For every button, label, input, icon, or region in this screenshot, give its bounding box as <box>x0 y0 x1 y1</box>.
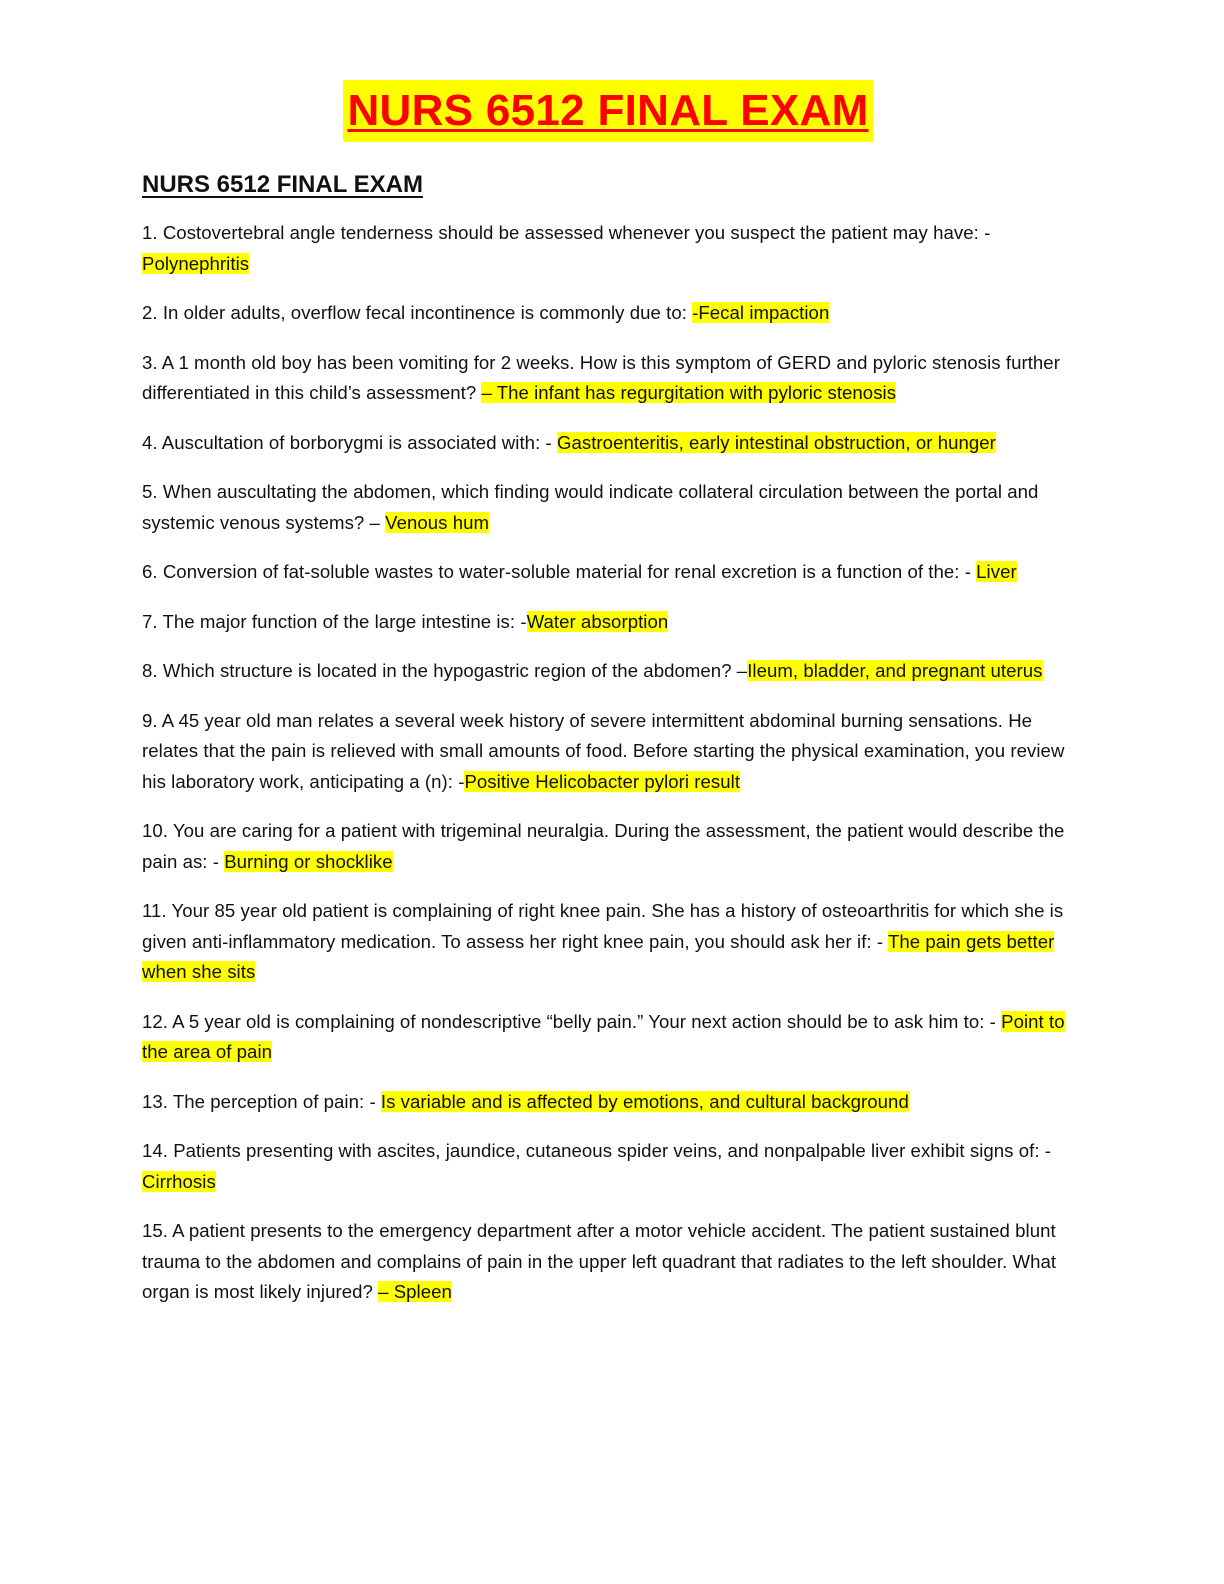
answer-highlight: Ileum, bladder, and pregnant uterus <box>747 660 1043 681</box>
main-title: NURS 6512 FINAL EXAM <box>343 80 872 142</box>
answer-highlight: Polynephritis <box>142 252 250 274</box>
question-item <box>142 656 1074 687</box>
question-item <box>142 1087 1074 1118</box>
question-item <box>142 706 1074 798</box>
question-text: 7. The major function of the large intestine is: - <box>142 610 527 632</box>
answer-highlight: -Fecal impaction <box>692 302 830 323</box>
answer-highlight: Point to the area of pain <box>142 1010 1065 1062</box>
question-item <box>142 816 1074 877</box>
question-text: 9. A 45 year old man relates a several week history of severe intermittent abdominal burning sensations. He relates that the pain is relieved with small amounts of food. Before starting the physical examination, you review his laboratory work, anticipating a (n): - <box>142 709 1065 792</box>
question-item <box>142 1007 1074 1068</box>
question-text: 2. In older adults, overflow fecal incontinence is commonly due to: <box>142 302 693 323</box>
question-item <box>142 218 1074 279</box>
question-text: 6. Conversion of fat-soluble wastes to water-soluble material for renal excretion is a function of the: - <box>142 561 977 582</box>
question-text: 11. Your 85 year old patient is complaining of right knee pain. She has a history of osteoarthritis for which she is given anti-inflammatory medication. To assess her right knee pain, you should ask her if: - <box>142 900 1064 952</box>
question-item <box>142 298 1074 329</box>
question-item <box>142 1216 1074 1308</box>
question-item <box>142 607 1074 638</box>
question-text: 8. Which structure is located in the hypogastric region of the abdomen? – <box>142 660 748 681</box>
question-list <box>142 218 1074 1308</box>
sub-title: NURS 6512 FINAL EXAM <box>142 171 423 198</box>
answer-highlight: Water absorption <box>526 610 669 632</box>
answer-highlight: The pain gets better when she sits <box>142 930 1055 982</box>
answer-highlight: Positive Helicobacter pylori result <box>464 770 741 792</box>
question-item <box>142 557 1074 588</box>
answer-highlight: Is variable and is affected by emotions, and cultural background <box>380 1090 909 1112</box>
question-text: 5. When auscultating the abdomen, which finding would indicate collateral circulation between the portal and systemic venous systems? – <box>142 481 1039 533</box>
answer-highlight: Cirrhosis <box>142 1170 216 1192</box>
question-text: 1. Costovertebral angle tenderness should be assessed whenever you suspect the patient may have: - <box>142 222 991 243</box>
question-text: 13. The perception of pain: - <box>142 1090 381 1112</box>
answer-highlight: Gastroenteritis, early intestinal obstruction, or hunger <box>556 431 996 453</box>
question-text: 3. A 1 month old boy has been vomiting for 2 weeks. How is this symptom of GERD and pyloric stenosis further differentiated in this child’s assessment? <box>142 351 1060 403</box>
question-text: 10. You are caring for a patient with trigeminal neuralgia. During the assessment, the patient would describe the pain as: - <box>142 820 1065 872</box>
question-text: 4. Auscultation of borborygmi is associated with: - <box>142 431 557 453</box>
main-title-container <box>142 80 1074 148</box>
question-item <box>142 348 1074 409</box>
answer-highlight: – The infant has regurgitation with pyloric stenosis <box>481 382 897 403</box>
question-item <box>142 428 1074 459</box>
question-item <box>142 1136 1074 1197</box>
answer-highlight: Venous hum <box>385 511 490 533</box>
question-text: 12. A 5 year old is complaining of nondescriptive “belly pain.” Your next action should be to ask him to: - <box>142 1010 1002 1032</box>
question-text: 15. A patient presents to the emergency department after a motor vehicle accident. The patient sustained blunt trauma to the abdomen and complains of pain in the upper left quadrant that radiates to the left shoulder. What organ is most likely injured? <box>142 1220 1057 1302</box>
answer-highlight: Burning or shocklike <box>224 850 393 872</box>
question-text: 14. Patients presenting with ascites, jaundice, cutaneous spider veins, and nonpalpable liver exhibit signs of: - <box>142 1140 1052 1161</box>
question-item <box>142 477 1074 538</box>
question-item <box>142 896 1074 988</box>
answer-highlight: – Spleen <box>378 1281 452 1302</box>
answer-highlight: Liver <box>976 561 1017 582</box>
